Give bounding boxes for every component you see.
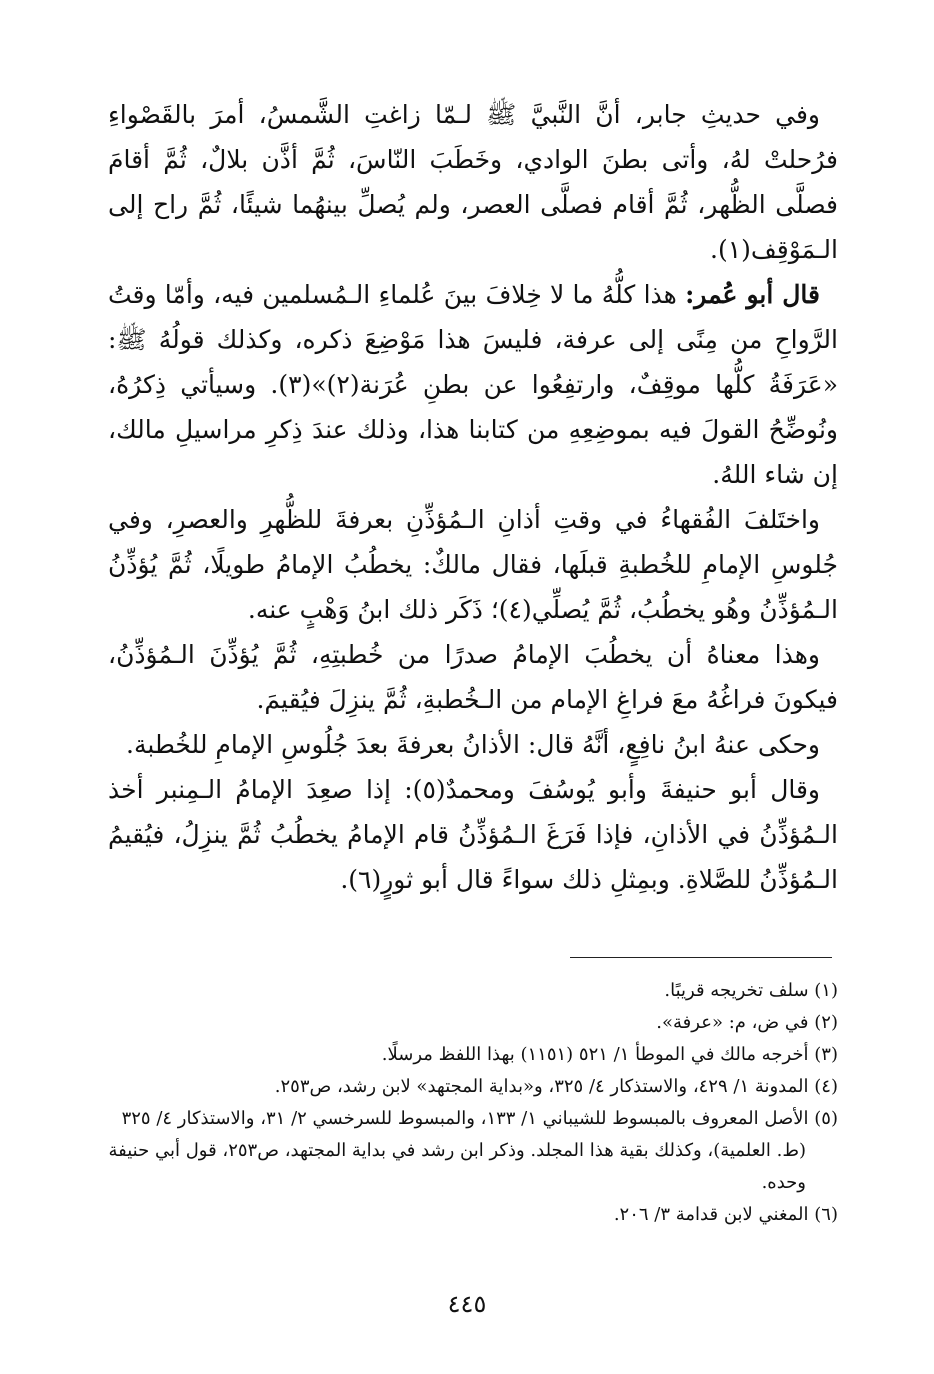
footnote-4-label: (٤): [814, 1076, 838, 1097]
footnote-6-text: المغني لابن قدامة ٣/ ٢٠٦.: [613, 1204, 809, 1225]
footnote-5-continuation: (ط. العلمية)، وكذلك بقية هذا المجلد. وذكر ابن رشد في بداية المجتهد، ص٢٥٣، قول أبي حنيفة وحده.: [108, 1140, 806, 1193]
footnote-3-label: (٣): [814, 1044, 838, 1065]
page-body: [108, 92, 838, 902]
footnotes: [108, 975, 838, 1231]
paragraph-4: [108, 632, 838, 722]
paragraph-4-text: وهذا معناهُ أن يخطُبَ الإمامُ صدرًا من خُطبتِهِ، ثُمَّ يُؤذِّنَ الـمُؤذِّنُ، فيكونَ فراغُهُ معَ فراغِ الإمام من الـخُطبةِ، ثُمَّ ينزِلَ فيُقيمَ.: [108, 640, 838, 714]
footnote-3: [108, 1039, 838, 1071]
paragraph-1: [108, 92, 838, 272]
footnote-divider: [570, 957, 832, 958]
paragraph-1-text: وفي حديثِ جابر، أنَّ النَّبيَّ ﷺ لـمّا زاغتِ الشَّمسُ، أمرَ بالقَصْواءِ فرُحلتْ لهُ، وأتى بطنَ الوادي، وخَطَبَ النّاسَ، ثُمَّ أذَّن بلالٌ، ثُمَّ أقامَ فصلَّى الظُّهر، ثُمَّ أقام فصلَّى العصر، ولم يُصلِّ بينهُما شيئًا، ثُمَّ راح إلى الـمَوْقِف(١).: [108, 100, 838, 264]
paragraph-2-speaker: قال أبو عُمر:: [685, 280, 820, 309]
main-text: [108, 92, 838, 902]
paragraph-3-text: واختَلفَ الفُقهاءُ في وقتِ أذانِ الـمُؤذِّنِ بعرفةَ للظُّهرِ والعصرِ، وفي جُلوسِ الإمامِ للخُطبةِ قبلَها، فقال مالكٌ: يخطُبُ الإمامُ طويلًا، ثُمَّ يُؤذِّنُ الـمُؤذِّنُ وهُو يخطُبُ، ثُمَّ يُصلِّي(٤)؛ ذَكَر ذلك ابنُ وَهْبٍ عنه.: [108, 505, 838, 624]
footnote-2: [108, 1007, 838, 1039]
footnote-1: [108, 975, 838, 1007]
footnote-5: [108, 1103, 838, 1199]
paragraph-2-text: هذا كلُّهُ ما لا خِلافَ بينَ عُلماءِ الـمُسلمين فيه، وأمّا وقتُ الرَّواحِ من مِنًى إلى عرفة، فليسَ هذا مَوْضِعَ ذكره، وكذلك قولُهُ ﷺ: «عَرَفَةُ كلُّها موقِفٌ، وارتفِعُوا عن بطنِ عُرَنة(٢)»(٣). وسيأتي ذِكرُهُ، ونُوضِّحُ القولَ فيه بموضِعِهِ من كتابنا هذا، وذلك عندَ ذِكرِ مراسيلِ مالك، إن شاء اللهُ.: [108, 280, 838, 489]
footnote-6: [108, 1199, 838, 1231]
footnote-4: [108, 1071, 838, 1103]
footnote-5-text: الأصل المعروف بالمبسوط للشيباني ١/ ١٣٣، والمبسوط للسرخسي ٢/ ٣١، والاستذكار ٤/ ٣٢٥: [121, 1108, 809, 1129]
paragraph-2: [108, 272, 838, 497]
footnote-3-text: أخرجه مالك في الموطأ ١/ ٥٢١ (١١٥١) بهذا اللفظ مرسلًا.: [381, 1044, 809, 1065]
paragraph-6: [108, 767, 838, 902]
footnote-2-text: في ض، م: «عرفة».: [656, 1012, 809, 1033]
paragraph-5-text: وحكى عنهُ ابنُ نافِعٍ، أنَّهُ قال: الأذانُ بعرفةَ بعدَ جُلُوسِ الإمامِ للخُطبة.: [126, 730, 820, 759]
footnote-4-text: المدونة ١/ ٤٢٩، والاستذكار ٤/ ٣٢٥، و«بداية المجتهد» لابن رشد، ص٢٥٣.: [274, 1076, 809, 1097]
paragraph-3: [108, 497, 838, 632]
footnote-2-label: (٢): [814, 1012, 838, 1033]
paragraph-5: [108, 722, 838, 767]
page-number: ٤٤٥: [447, 1290, 487, 1318]
footnote-5-label: (٥): [814, 1108, 838, 1129]
footnote-1-label: (١): [814, 980, 838, 1001]
footnote-6-label: (٦): [814, 1204, 838, 1225]
paragraph-6-text: وقال أبو حنيفةَ وأبو يُوسُفَ ومحمدٌ(٥): إذا صعِدَ الإمامُ الـمِنبر أخذ الـمُؤذِّنُ في الأذانِ، فإذا فَرَغَ الـمُؤذِّنُ قام الإمامُ يخطُبُ ثُمَّ ينزِلُ، فيُقيمُ الـمُؤذِّنُ للصَّلاةِ. وبمِثلِ ذلك سواءً قال أبو ثورٍ(٦).: [108, 775, 838, 894]
footnote-1-text: سلف تخريجه قريبًا.: [664, 980, 809, 1001]
